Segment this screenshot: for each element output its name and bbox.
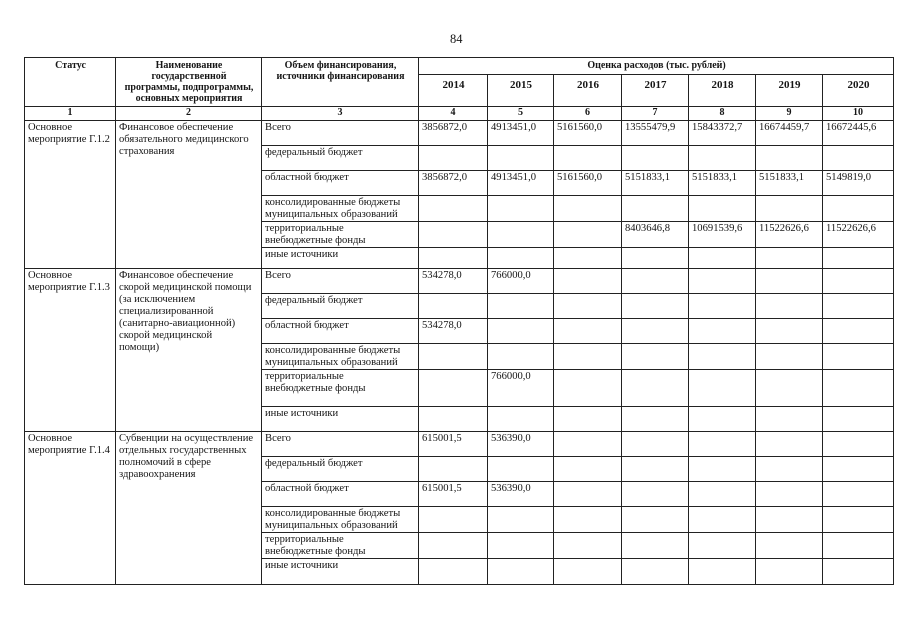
value-2019 [756, 457, 823, 482]
activity-name-cell: Финансовое обеспечение обязательного медицинского страхования [116, 121, 262, 269]
value-2015 [488, 248, 554, 269]
column-number-3: 3 [262, 107, 419, 121]
value-2019 [756, 146, 823, 171]
value-2014 [419, 146, 488, 171]
value-2014 [419, 559, 488, 585]
value-2017 [622, 294, 689, 319]
value-2018 [689, 457, 756, 482]
funding-source-cell: территориальные внебюджетные фонды [262, 370, 419, 407]
value-2014: 3856872,0 [419, 121, 488, 146]
value-2020 [823, 344, 894, 370]
value-2020 [823, 407, 894, 432]
value-2019 [756, 248, 823, 269]
value-2014 [419, 248, 488, 269]
header-year-2015: 2015 [488, 75, 554, 107]
funding-source-cell: Всего [262, 432, 419, 457]
column-number-8: 8 [689, 107, 756, 121]
funding-source-cell: консолидированные бюджеты муниципальных образований [262, 196, 419, 222]
value-2016 [554, 248, 622, 269]
value-2018 [689, 370, 756, 407]
value-2019 [756, 533, 823, 559]
value-2016 [554, 533, 622, 559]
value-2018 [689, 533, 756, 559]
column-number-4: 4 [419, 107, 488, 121]
value-2014 [419, 370, 488, 407]
value-2014 [419, 344, 488, 370]
value-2019 [756, 482, 823, 507]
value-2016 [554, 559, 622, 585]
value-2018 [689, 432, 756, 457]
value-2020: 11522626,6 [823, 222, 894, 248]
value-2018: 15843372,7 [689, 121, 756, 146]
value-2014: 534278,0 [419, 319, 488, 344]
value-2015: 766000,0 [488, 370, 554, 407]
value-2015: 4913451,0 [488, 121, 554, 146]
value-2018: 10691539,6 [689, 222, 756, 248]
value-2015 [488, 294, 554, 319]
value-2018 [689, 319, 756, 344]
value-2019 [756, 294, 823, 319]
value-2019 [756, 432, 823, 457]
value-2015 [488, 533, 554, 559]
value-2020 [823, 248, 894, 269]
value-2018: 5151833,1 [689, 171, 756, 196]
value-2015 [488, 222, 554, 248]
funding-source-cell: областной бюджет [262, 482, 419, 507]
value-2020 [823, 507, 894, 533]
value-2020 [823, 319, 894, 344]
funding-source-cell: Всего [262, 269, 419, 294]
value-2019 [756, 196, 823, 222]
value-2016 [554, 146, 622, 171]
value-2015 [488, 319, 554, 344]
value-2019: 11522626,6 [756, 222, 823, 248]
funding-source-cell: областной бюджет [262, 171, 419, 196]
value-2019 [756, 269, 823, 294]
funding-source-cell: территориальные внебюджетные фонды [262, 222, 419, 248]
value-2015 [488, 407, 554, 432]
value-2016: 5161560,0 [554, 121, 622, 146]
value-2017 [622, 482, 689, 507]
value-2017: 8403646,8 [622, 222, 689, 248]
funding-source-cell: Всего [262, 121, 419, 146]
funding-source-cell: иные источники [262, 248, 419, 269]
value-2016 [554, 269, 622, 294]
status-cell: Основное мероприятие Г.1.3 [25, 269, 116, 432]
status-cell: Основное мероприятие Г.1.4 [25, 432, 116, 585]
value-2016 [554, 432, 622, 457]
value-2020 [823, 370, 894, 407]
value-2020 [823, 269, 894, 294]
value-2014 [419, 407, 488, 432]
value-2018 [689, 196, 756, 222]
value-2015 [488, 507, 554, 533]
value-2015 [488, 559, 554, 585]
value-2016 [554, 344, 622, 370]
value-2016 [554, 370, 622, 407]
header-year-2017: 2017 [622, 75, 689, 107]
value-2017 [622, 146, 689, 171]
header-funding-sources: Объем финансирования, источники финансирования [262, 58, 419, 107]
value-2020 [823, 533, 894, 559]
value-2016 [554, 294, 622, 319]
funding-source-cell: федеральный бюджет [262, 457, 419, 482]
value-2017: 13555479,9 [622, 121, 689, 146]
value-2015: 536390,0 [488, 432, 554, 457]
column-number-6: 6 [554, 107, 622, 121]
value-2017: 5151833,1 [622, 171, 689, 196]
value-2017 [622, 457, 689, 482]
value-2019 [756, 407, 823, 432]
header-expense-estimate: Оценка расходов (тыс. рублей) [419, 58, 894, 75]
value-2014: 3856872,0 [419, 171, 488, 196]
value-2015 [488, 196, 554, 222]
funding-source-cell: иные источники [262, 559, 419, 585]
value-2017 [622, 432, 689, 457]
value-2016 [554, 482, 622, 507]
value-2020 [823, 559, 894, 585]
value-2015 [488, 344, 554, 370]
value-2020 [823, 146, 894, 171]
value-2014 [419, 533, 488, 559]
header-status: Статус [25, 58, 116, 107]
value-2017 [622, 319, 689, 344]
column-number-9: 9 [756, 107, 823, 121]
value-2016 [554, 457, 622, 482]
value-2016 [554, 196, 622, 222]
value-2017 [622, 507, 689, 533]
value-2018 [689, 294, 756, 319]
value-2020 [823, 482, 894, 507]
column-number-1: 1 [25, 107, 116, 121]
header-year-2019: 2019 [756, 75, 823, 107]
header-year-2020: 2020 [823, 75, 894, 107]
value-2017 [622, 559, 689, 585]
funding-source-cell: федеральный бюджет [262, 146, 419, 171]
funding-source-cell: областной бюджет [262, 319, 419, 344]
header-program-name: Наименование государственной программы, подпрограммы, основных мероприятия [116, 58, 262, 107]
header-year-2018: 2018 [689, 75, 756, 107]
funding-source-cell: иные источники [262, 407, 419, 432]
value-2020 [823, 294, 894, 319]
value-2014 [419, 507, 488, 533]
header-year-2014: 2014 [419, 75, 488, 107]
value-2018 [689, 507, 756, 533]
value-2018 [689, 269, 756, 294]
value-2020: 16672445,6 [823, 121, 894, 146]
value-2017 [622, 196, 689, 222]
value-2019 [756, 559, 823, 585]
page-number: 84 [450, 32, 463, 46]
value-2015 [488, 146, 554, 171]
value-2019 [756, 344, 823, 370]
funding-source-cell: консолидированные бюджеты муниципальных образований [262, 507, 419, 533]
column-number-7: 7 [622, 107, 689, 121]
value-2019 [756, 507, 823, 533]
header-year-2016: 2016 [554, 75, 622, 107]
value-2019 [756, 370, 823, 407]
column-number-10: 10 [823, 107, 894, 121]
value-2014: 615001,5 [419, 432, 488, 457]
activity-name-cell: Субвенции на осуществление отдельных государственных полномочий в сфере здравоохранения [116, 432, 262, 585]
value-2016 [554, 407, 622, 432]
value-2016 [554, 507, 622, 533]
value-2015: 536390,0 [488, 482, 554, 507]
value-2017 [622, 533, 689, 559]
activity-name-cell: Финансовое обеспечение скорой медицинской помощи (за исключением специализированной (санитарно-авиационной) скорой медицинской помощи) [116, 269, 262, 432]
value-2018 [689, 344, 756, 370]
value-2017 [622, 248, 689, 269]
value-2020 [823, 196, 894, 222]
value-2014 [419, 294, 488, 319]
value-2014: 615001,5 [419, 482, 488, 507]
value-2016 [554, 222, 622, 248]
value-2014 [419, 457, 488, 482]
funding-source-cell: консолидированные бюджеты муниципальных образований [262, 344, 419, 370]
value-2018 [689, 559, 756, 585]
value-2020 [823, 457, 894, 482]
column-number-2: 2 [116, 107, 262, 121]
value-2014 [419, 196, 488, 222]
value-2015 [488, 457, 554, 482]
value-2017 [622, 407, 689, 432]
value-2016: 5161560,0 [554, 171, 622, 196]
value-2018 [689, 248, 756, 269]
value-2017 [622, 344, 689, 370]
value-2018 [689, 146, 756, 171]
funding-source-cell: территориальные внебюджетные фонды [262, 533, 419, 559]
value-2016 [554, 319, 622, 344]
value-2018 [689, 407, 756, 432]
funding-source-cell: федеральный бюджет [262, 294, 419, 319]
value-2015: 766000,0 [488, 269, 554, 294]
column-number-5: 5 [488, 107, 554, 121]
value-2014: 534278,0 [419, 269, 488, 294]
value-2019 [756, 319, 823, 344]
value-2019: 5151833,1 [756, 171, 823, 196]
value-2019: 16674459,7 [756, 121, 823, 146]
expense-table [24, 57, 894, 585]
value-2015: 4913451,0 [488, 171, 554, 196]
value-2017 [622, 269, 689, 294]
value-2020 [823, 432, 894, 457]
status-cell: Основное мероприятие Г.1.2 [25, 121, 116, 269]
value-2020: 5149819,0 [823, 171, 894, 196]
value-2017 [622, 370, 689, 407]
value-2018 [689, 482, 756, 507]
value-2014 [419, 222, 488, 248]
